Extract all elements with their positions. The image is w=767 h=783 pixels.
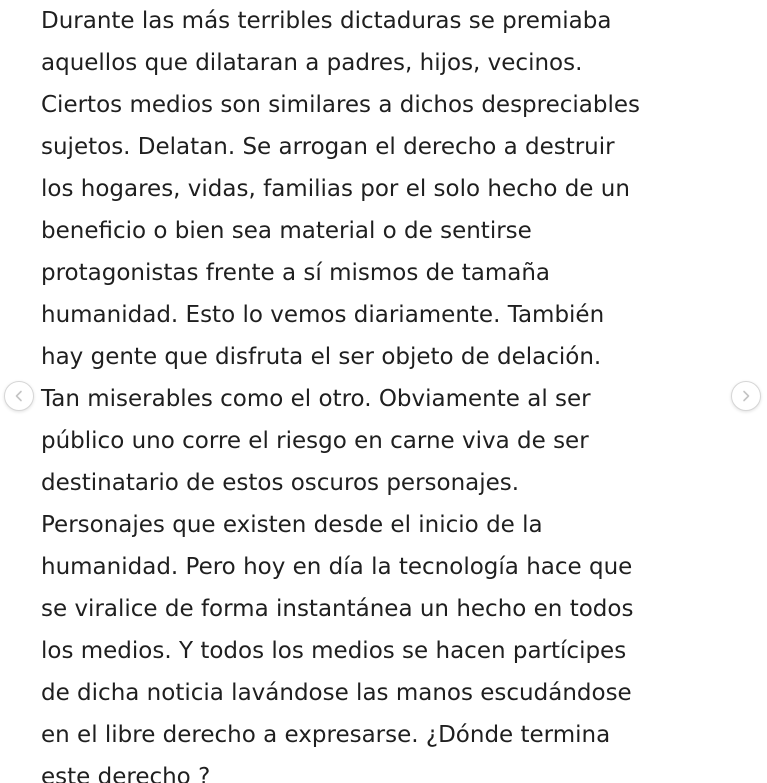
chevron-left-icon xyxy=(13,390,25,402)
post-text xyxy=(41,0,741,783)
post-line-19: este derecho ? xyxy=(41,764,211,783)
post-line-11: público uno corre el riesgo en carne viva de ser xyxy=(41,428,589,454)
post-line-12: destinatario de estos oscuros personajes. xyxy=(41,470,520,496)
post-line-4: sujetos. Delatan. Se arrogan el derecho a destruir xyxy=(41,134,615,160)
post-line-17: de dicha noticia lavándose las manos escudándose xyxy=(41,680,632,706)
post-line-14: humanidad. Pero hoy en día la tecnología hace que xyxy=(41,554,633,580)
post-line-15: se viralice de forma instantánea un hecho en todos xyxy=(41,596,634,622)
post-line-3: Ciertos medios son similares a dichos despreciables xyxy=(41,92,641,118)
next-slide-button[interactable] xyxy=(731,381,761,411)
post-line-2: aquellos que dilataran a padres, hijos, vecinos. xyxy=(41,50,583,76)
post-line-18: en el libre derecho a expresarse. ¿Dónde termina xyxy=(41,722,611,748)
previous-slide-button[interactable] xyxy=(4,381,34,411)
post-line-1: Durante las más terribles dictaduras se premiaba xyxy=(41,8,612,34)
post-line-16: los medios. Y todos los medios se hacen partícipes xyxy=(41,638,627,664)
post-line-9: hay gente que disfruta el ser objeto de delación. xyxy=(41,344,602,370)
post-line-13: Personajes que existen desde el inicio de la xyxy=(41,512,543,538)
post-line-10: Tan miserables como el otro. Obviamente al ser xyxy=(41,386,591,412)
post-line-6: beneficio o bien sea material o de sentirse xyxy=(41,218,532,244)
post-line-5: los hogares, vidas, familias por el solo hecho de un xyxy=(41,176,630,202)
post-line-8: humanidad. Esto lo vemos diariamente. También xyxy=(41,302,605,328)
post-line-7: protagonistas frente a sí mismos de tamaña xyxy=(41,260,550,286)
chevron-right-icon xyxy=(740,390,752,402)
